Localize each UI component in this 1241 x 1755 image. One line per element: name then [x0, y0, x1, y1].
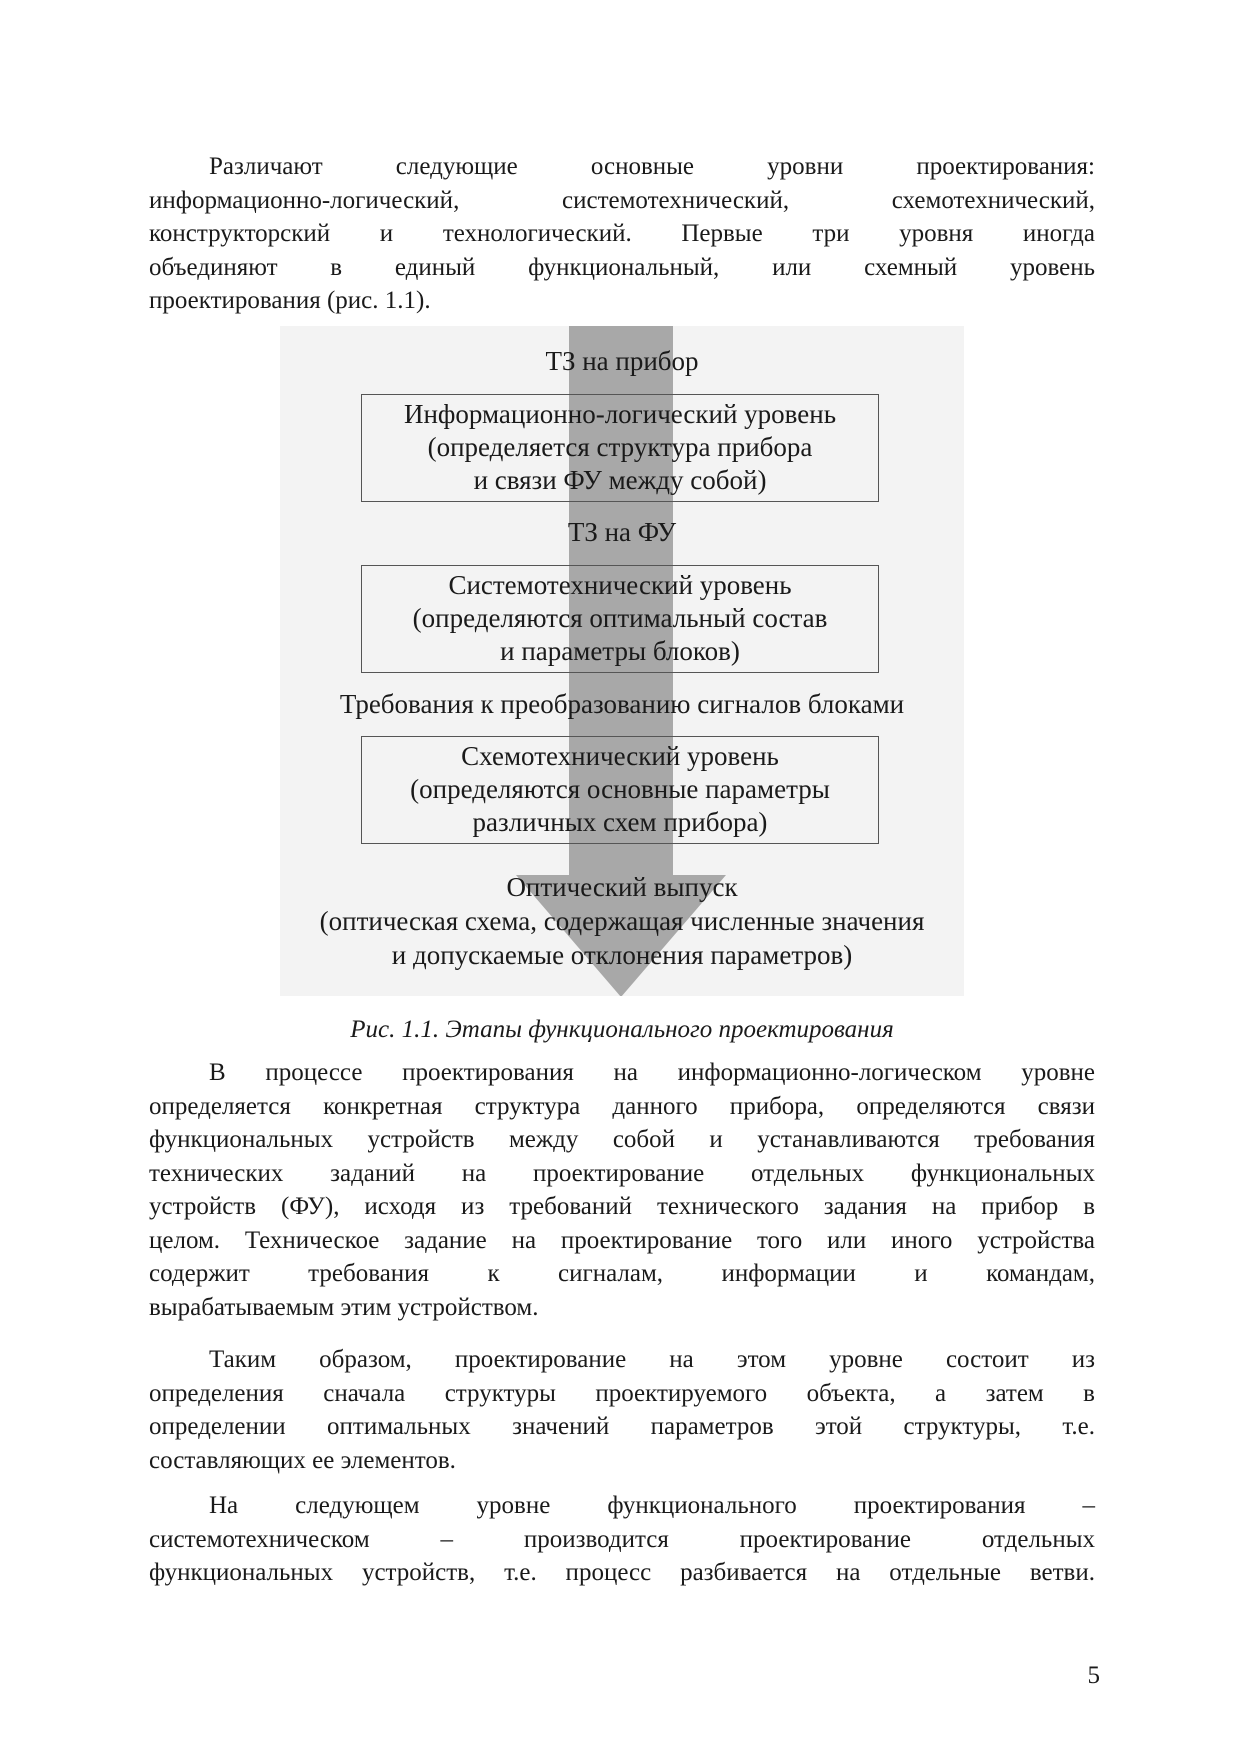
text-line: системотехническом – производится проектирование отдельных — [149, 1525, 1095, 1553]
text-line: На следующем уровне функционального проектирования – — [209, 1492, 1095, 1519]
box-system-level — [361, 565, 879, 673]
box-line: (определяются оптимальный состав — [412, 603, 828, 633]
paragraph-summary — [149, 1343, 1095, 1477]
output-line: и допускаемые отклонения параметров) — [391, 940, 853, 970]
paragraph-system-level — [149, 1489, 1095, 1590]
box-title: Системотехнический уровень — [448, 570, 792, 600]
box-title: Информационно-логический уровень — [403, 399, 837, 429]
text-line: устройств (ФУ), исходя из требований технического задания на прибор в — [149, 1193, 1095, 1220]
text-line: Различают следующие основные уровни проектирования: — [209, 153, 1095, 180]
output-title: Оптический выпуск — [506, 872, 738, 902]
box-circuit-level — [361, 736, 879, 844]
text-line: В процессе проектирования на информационно-логическом уровне — [209, 1059, 1095, 1086]
label-tz-device: ТЗ на прибор — [545, 346, 699, 376]
paragraph-intro — [149, 150, 1095, 318]
box-line: и связи ФУ между собой) — [473, 465, 767, 495]
label-tz-fu: ТЗ на ФУ — [567, 517, 677, 547]
figure-design-stages — [280, 326, 964, 996]
box-line: и параметры блоков) — [500, 636, 740, 666]
label-signal-requirements: Требования к преобразованию сигналов блоками — [339, 689, 905, 719]
output-line: (оптическая схема, содержащая численные значения — [319, 906, 925, 936]
text-line: содержит требования к сигналам, информации и командам, — [149, 1260, 1095, 1287]
optical-output-block — [280, 870, 964, 972]
text-line: информационно-логический, системотехнический, схемотехнический, — [149, 186, 1095, 214]
text-line: определяется конкретная структура данного прибора, определяются связи — [149, 1092, 1095, 1120]
text-line: проектирования (рис. 1.1). — [149, 287, 431, 314]
text-line: функциональных устройств между собой и устанавливаются требования — [149, 1126, 1095, 1153]
paragraph-info-logic — [149, 1056, 1095, 1324]
figure-caption: Рис. 1.1. Этапы функционального проектирования — [350, 1016, 894, 1043]
text-line: функциональных устройств, т.е. процесс разбивается на отдельные ветви. — [149, 1559, 1095, 1586]
text-line: объединяют в единый функциональный, или схемный уровень — [149, 253, 1095, 281]
text-line: целом. Техническое задание на проектирование того или иного устройства — [149, 1226, 1095, 1254]
text-line: определении оптимальных значений параметров этой структуры, т.е. — [149, 1413, 1095, 1440]
text-line: конструкторский и технологический. Первые три уровня иногда — [149, 220, 1095, 247]
box-title: Схемотехнический уровень — [461, 741, 779, 771]
box-line: (определяются основные параметры — [410, 774, 830, 804]
text-line: определения сначала структуры проектируемого объекта, а затем в — [149, 1379, 1095, 1407]
text-line: составляющих ее элементов. — [149, 1446, 456, 1474]
box-line: (определяется структура прибора — [427, 432, 813, 462]
box-line: различных схем прибора) — [472, 807, 768, 837]
text-line: Таким образом, проектирование на этом уровне состоит из — [209, 1346, 1095, 1373]
text-line: вырабатываемым этим устройством. — [149, 1293, 539, 1321]
page-number: 5 — [1087, 1662, 1100, 1689]
text-line: технических заданий на проектирование отдельных функциональных — [149, 1159, 1095, 1187]
box-info-logic-level — [361, 394, 879, 502]
